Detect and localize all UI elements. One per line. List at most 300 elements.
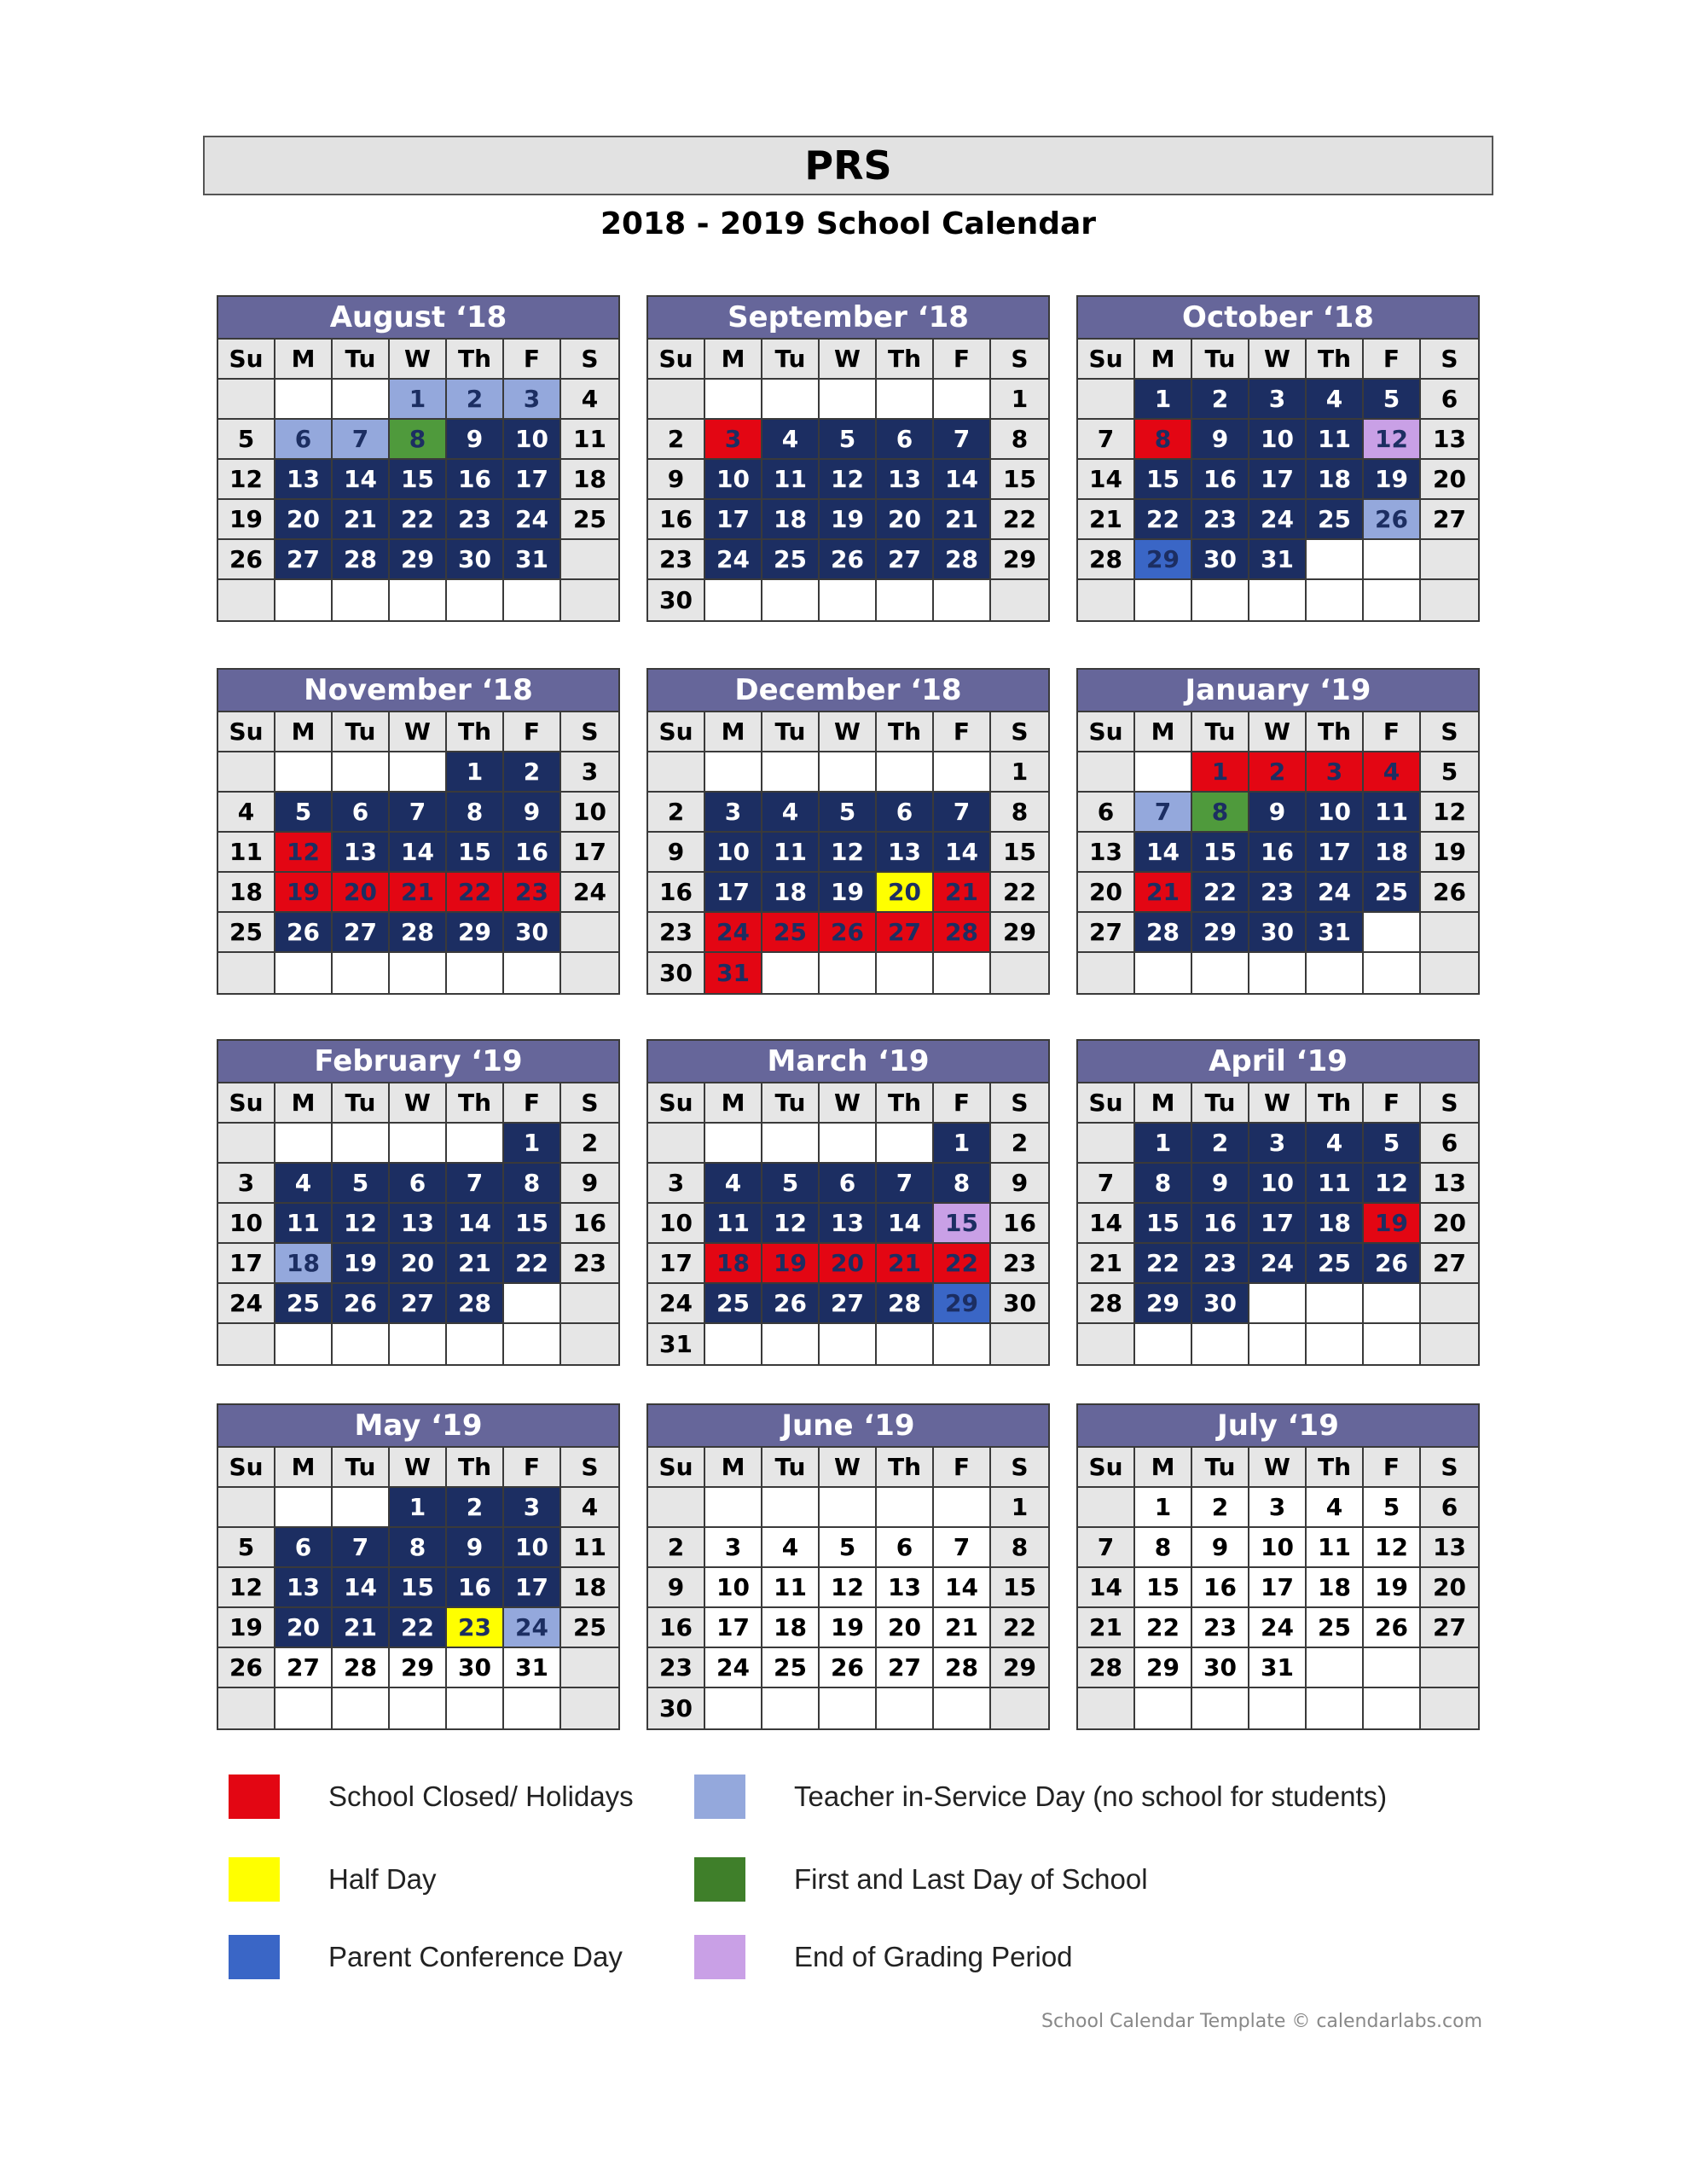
- day-cell: 9: [1249, 793, 1307, 833]
- empty-cell: [820, 953, 877, 993]
- weekday-header: Th: [447, 712, 504, 752]
- day-cell: 15: [1135, 1204, 1192, 1244]
- day-cell: 18: [762, 873, 820, 913]
- day-cell: 19: [275, 873, 333, 913]
- empty-cell: [991, 1324, 1048, 1364]
- day-cell: 27: [275, 540, 333, 580]
- day-cell: 23: [447, 500, 504, 540]
- weekday-header: Su: [218, 1448, 275, 1488]
- weekday-header: F: [934, 340, 991, 380]
- empty-cell: [877, 580, 934, 620]
- month-title: July ‘19: [1078, 1405, 1478, 1448]
- weekday-header: F: [934, 1083, 991, 1124]
- day-cell: 21: [1135, 873, 1192, 913]
- legend-swatch: [229, 1857, 280, 1902]
- day-cell: 21: [934, 873, 991, 913]
- day-cell: 22: [390, 1608, 447, 1648]
- empty-cell: [877, 380, 934, 420]
- day-cell: 31: [1307, 913, 1364, 953]
- day-cell: 1: [447, 752, 504, 793]
- day-cell: 8: [390, 420, 447, 460]
- empty-cell: [447, 1688, 504, 1728]
- day-cell: 23: [991, 1244, 1048, 1284]
- day-cell: 21: [390, 873, 447, 913]
- empty-cell: [275, 380, 333, 420]
- empty-cell: [504, 580, 561, 620]
- empty-cell: [762, 580, 820, 620]
- empty-cell: [1421, 953, 1478, 993]
- day-cell: 27: [390, 1284, 447, 1324]
- day-cell: 11: [1307, 1164, 1364, 1204]
- weekday-header: S: [561, 712, 618, 752]
- empty-cell: [447, 1324, 504, 1364]
- day-cell: 25: [762, 1648, 820, 1688]
- day-cell: 29: [991, 1648, 1048, 1688]
- day-cell: 4: [762, 420, 820, 460]
- day-cell: 12: [218, 1568, 275, 1608]
- empty-cell: [447, 580, 504, 620]
- day-cell: 14: [333, 460, 390, 500]
- day-cell: 11: [762, 1568, 820, 1608]
- empty-cell: [218, 752, 275, 793]
- day-cell: 27: [1078, 913, 1135, 953]
- day-cell: 8: [934, 1164, 991, 1204]
- empty-cell: [561, 540, 618, 580]
- empty-cell: [705, 1324, 762, 1364]
- day-cell: 7: [1078, 1528, 1135, 1568]
- day-cell: 7: [877, 1164, 934, 1204]
- day-cell: 9: [991, 1164, 1048, 1204]
- day-cell: 26: [275, 913, 333, 953]
- day-cell: 5: [333, 1164, 390, 1204]
- empty-cell: [218, 1688, 275, 1728]
- day-cell: 19: [820, 873, 877, 913]
- day-cell: 10: [1249, 1164, 1307, 1204]
- day-cell: 9: [648, 833, 705, 873]
- empty-cell: [705, 1688, 762, 1728]
- day-cell: 11: [1307, 420, 1364, 460]
- day-cell: 1: [991, 1488, 1048, 1528]
- weekday-header: Th: [447, 340, 504, 380]
- empty-cell: [877, 953, 934, 993]
- day-cell: 9: [1192, 1164, 1249, 1204]
- weekday-header: M: [705, 1448, 762, 1488]
- empty-cell: [1421, 580, 1478, 620]
- weekday-header: Su: [648, 1083, 705, 1124]
- day-cell: 25: [561, 500, 618, 540]
- day-cell: 18: [1307, 460, 1364, 500]
- day-cell: 3: [1249, 1488, 1307, 1528]
- day-cell: 6: [390, 1164, 447, 1204]
- day-cell: 30: [447, 1648, 504, 1688]
- month-title: March ‘19: [648, 1041, 1048, 1083]
- day-cell: 12: [1364, 1528, 1421, 1568]
- day-cell: 14: [447, 1204, 504, 1244]
- weekday-header: Th: [1307, 340, 1364, 380]
- day-cell: 26: [762, 1284, 820, 1324]
- day-cell: 19: [820, 500, 877, 540]
- day-cell: 2: [561, 1124, 618, 1164]
- day-cell: 21: [333, 500, 390, 540]
- day-cell: 6: [275, 1528, 333, 1568]
- day-cell: 17: [705, 500, 762, 540]
- month-calendar: [217, 1403, 620, 1730]
- day-cell: 4: [275, 1164, 333, 1204]
- day-cell: 25: [218, 913, 275, 953]
- day-cell: 5: [275, 793, 333, 833]
- day-cell: 17: [1249, 1204, 1307, 1244]
- empty-cell: [1364, 1284, 1421, 1324]
- day-cell: 6: [333, 793, 390, 833]
- day-cell: 12: [275, 833, 333, 873]
- empty-cell: [275, 1124, 333, 1164]
- day-cell: 11: [1307, 1528, 1364, 1568]
- day-cell: 23: [648, 1648, 705, 1688]
- weekday-header: S: [1421, 1448, 1478, 1488]
- day-cell: 23: [447, 1608, 504, 1648]
- day-cell: 4: [1364, 752, 1421, 793]
- day-cell: 10: [561, 793, 618, 833]
- day-cell: 15: [1192, 833, 1249, 873]
- day-cell: 30: [1192, 540, 1249, 580]
- day-cell: 15: [991, 460, 1048, 500]
- day-cell: 12: [820, 833, 877, 873]
- empty-cell: [934, 1688, 991, 1728]
- empty-cell: [275, 1688, 333, 1728]
- day-cell: 28: [333, 1648, 390, 1688]
- day-cell: 31: [1249, 1648, 1307, 1688]
- weekday-header: W: [820, 340, 877, 380]
- empty-cell: [1364, 1648, 1421, 1688]
- weekday-header: F: [504, 1083, 561, 1124]
- empty-cell: [390, 953, 447, 993]
- empty-cell: [561, 580, 618, 620]
- weekday-header: S: [1421, 1083, 1478, 1124]
- weekday-header: M: [1135, 1083, 1192, 1124]
- day-cell: 12: [333, 1204, 390, 1244]
- day-cell: 11: [218, 833, 275, 873]
- empty-cell: [1192, 953, 1249, 993]
- weekday-header: W: [1249, 340, 1307, 380]
- day-cell: 28: [447, 1284, 504, 1324]
- day-cell: 1: [1135, 380, 1192, 420]
- empty-cell: [1364, 580, 1421, 620]
- empty-cell: [762, 1688, 820, 1728]
- month-title: September ‘18: [648, 297, 1048, 340]
- day-cell: 10: [1249, 1528, 1307, 1568]
- weekday-header: Tu: [333, 1448, 390, 1488]
- day-cell: 24: [705, 1648, 762, 1688]
- day-cell: 17: [1249, 1568, 1307, 1608]
- weekday-header: Tu: [1192, 340, 1249, 380]
- weekday-header: Tu: [333, 712, 390, 752]
- month-title: May ‘19: [218, 1405, 618, 1448]
- day-cell: 11: [762, 460, 820, 500]
- calendar-subtitle: 2018 - 2019 School Calendar: [600, 206, 1097, 241]
- day-cell: 20: [1078, 873, 1135, 913]
- day-cell: 8: [1135, 420, 1192, 460]
- day-cell: 18: [218, 873, 275, 913]
- day-cell: 26: [1364, 500, 1421, 540]
- day-cell: 21: [447, 1244, 504, 1284]
- empty-cell: [561, 1648, 618, 1688]
- day-cell: 31: [1249, 540, 1307, 580]
- empty-cell: [1364, 913, 1421, 953]
- day-cell: 27: [877, 1648, 934, 1688]
- weekday-header: M: [705, 1083, 762, 1124]
- empty-cell: [877, 1488, 934, 1528]
- day-cell: 12: [1364, 420, 1421, 460]
- weekday-header: M: [705, 712, 762, 752]
- day-cell: 23: [1192, 500, 1249, 540]
- day-cell: 23: [1192, 1244, 1249, 1284]
- day-cell: 28: [934, 913, 991, 953]
- day-cell: 28: [1078, 1284, 1135, 1324]
- day-cell: 8: [1135, 1164, 1192, 1204]
- day-cell: 4: [705, 1164, 762, 1204]
- empty-cell: [1135, 1324, 1192, 1364]
- weekday-header: Th: [1307, 712, 1364, 752]
- empty-cell: [390, 1688, 447, 1728]
- weekday-header: S: [991, 1083, 1048, 1124]
- empty-cell: [1078, 1124, 1135, 1164]
- day-cell: 26: [820, 913, 877, 953]
- day-cell: 5: [762, 1164, 820, 1204]
- day-cell: 20: [1421, 460, 1478, 500]
- day-cell: 18: [762, 500, 820, 540]
- day-cell: 29: [390, 540, 447, 580]
- empty-cell: [762, 953, 820, 993]
- day-cell: 28: [934, 540, 991, 580]
- day-cell: 28: [1078, 1648, 1135, 1688]
- day-cell: 27: [1421, 1244, 1478, 1284]
- day-cell: 6: [1078, 793, 1135, 833]
- day-cell: 27: [333, 913, 390, 953]
- day-cell: 2: [648, 1528, 705, 1568]
- day-cell: 13: [820, 1204, 877, 1244]
- day-cell: 13: [333, 833, 390, 873]
- day-cell: 21: [877, 1244, 934, 1284]
- weekday-header: W: [820, 1448, 877, 1488]
- day-cell: 19: [218, 500, 275, 540]
- empty-cell: [275, 580, 333, 620]
- day-cell: 28: [1078, 540, 1135, 580]
- empty-cell: [1192, 580, 1249, 620]
- day-cell: 11: [561, 1528, 618, 1568]
- empty-cell: [648, 752, 705, 793]
- day-cell: 15: [447, 833, 504, 873]
- day-cell: 27: [877, 540, 934, 580]
- empty-cell: [1421, 913, 1478, 953]
- day-cell: 9: [561, 1164, 618, 1204]
- empty-cell: [991, 953, 1048, 993]
- weekday-header: Tu: [762, 712, 820, 752]
- day-cell: 17: [1249, 460, 1307, 500]
- day-cell: 17: [705, 873, 762, 913]
- day-cell: 7: [934, 1528, 991, 1568]
- day-cell: 19: [1364, 1568, 1421, 1608]
- day-cell: 22: [447, 873, 504, 913]
- day-cell: 3: [1307, 752, 1364, 793]
- day-cell: 15: [934, 1204, 991, 1244]
- day-cell: 7: [934, 420, 991, 460]
- day-cell: 25: [1307, 1608, 1364, 1648]
- day-cell: 27: [275, 1648, 333, 1688]
- day-cell: 20: [1421, 1204, 1478, 1244]
- weekday-header: F: [504, 712, 561, 752]
- day-cell: 25: [1364, 873, 1421, 913]
- day-cell: 9: [648, 460, 705, 500]
- day-cell: 28: [877, 1284, 934, 1324]
- day-cell: 4: [762, 793, 820, 833]
- day-cell: 18: [1307, 1204, 1364, 1244]
- empty-cell: [1364, 1324, 1421, 1364]
- weekday-header: Su: [1078, 712, 1135, 752]
- day-cell: 31: [504, 540, 561, 580]
- day-cell: 15: [504, 1204, 561, 1244]
- weekday-header: F: [504, 340, 561, 380]
- day-cell: 22: [504, 1244, 561, 1284]
- day-cell: 27: [1421, 500, 1478, 540]
- day-cell: 24: [1249, 500, 1307, 540]
- empty-cell: [991, 1688, 1048, 1728]
- day-cell: 29: [447, 913, 504, 953]
- day-cell: 3: [504, 380, 561, 420]
- legend-swatch: [694, 1857, 745, 1902]
- day-cell: 3: [705, 1528, 762, 1568]
- empty-cell: [1135, 752, 1192, 793]
- day-cell: 20: [275, 500, 333, 540]
- day-cell: 21: [1078, 1244, 1135, 1284]
- day-cell: 12: [820, 1568, 877, 1608]
- day-cell: 10: [705, 460, 762, 500]
- day-cell: 18: [1307, 1568, 1364, 1608]
- day-cell: 13: [1421, 420, 1478, 460]
- empty-cell: [1421, 1648, 1478, 1688]
- credit-text: School Calendar Template © calendarlabs.com: [1041, 2011, 1482, 2032]
- empty-cell: [934, 752, 991, 793]
- empty-cell: [1078, 580, 1135, 620]
- month-calendar: [217, 668, 620, 995]
- day-cell: 6: [820, 1164, 877, 1204]
- weekday-header: Su: [218, 712, 275, 752]
- day-cell: 17: [705, 1608, 762, 1648]
- weekday-header: F: [1364, 712, 1421, 752]
- empty-cell: [447, 953, 504, 993]
- day-cell: 15: [991, 1568, 1048, 1608]
- day-cell: 10: [504, 1528, 561, 1568]
- day-cell: 1: [991, 752, 1048, 793]
- day-cell: 11: [1364, 793, 1421, 833]
- weekday-header: Th: [877, 340, 934, 380]
- day-cell: 21: [934, 1608, 991, 1648]
- day-cell: 16: [504, 833, 561, 873]
- empty-cell: [218, 1488, 275, 1528]
- day-cell: 5: [820, 1528, 877, 1568]
- day-cell: 26: [333, 1284, 390, 1324]
- day-cell: 28: [333, 540, 390, 580]
- day-cell: 11: [275, 1204, 333, 1244]
- empty-cell: [218, 380, 275, 420]
- empty-cell: [333, 380, 390, 420]
- empty-cell: [820, 380, 877, 420]
- day-cell: 8: [991, 793, 1048, 833]
- day-cell: 15: [1135, 1568, 1192, 1608]
- day-cell: 26: [1364, 1608, 1421, 1648]
- day-cell: 15: [991, 833, 1048, 873]
- empty-cell: [762, 752, 820, 793]
- empty-cell: [390, 1124, 447, 1164]
- day-cell: 5: [820, 793, 877, 833]
- month-calendar: [646, 668, 1050, 995]
- weekday-header: Su: [648, 712, 705, 752]
- month-calendar: [1076, 1039, 1480, 1366]
- day-cell: 8: [504, 1164, 561, 1204]
- day-cell: 25: [1307, 500, 1364, 540]
- day-cell: 10: [504, 420, 561, 460]
- empty-cell: [504, 953, 561, 993]
- day-cell: 19: [762, 1244, 820, 1284]
- day-cell: 10: [1307, 793, 1364, 833]
- empty-cell: [390, 1324, 447, 1364]
- day-cell: 22: [1135, 1608, 1192, 1648]
- day-cell: 8: [991, 420, 1048, 460]
- weekday-header: W: [1249, 1448, 1307, 1488]
- day-cell: 3: [705, 420, 762, 460]
- empty-cell: [504, 1284, 561, 1324]
- day-cell: 16: [648, 873, 705, 913]
- month-title: August ‘18: [218, 297, 618, 340]
- day-cell: 31: [648, 1324, 705, 1364]
- day-cell: 5: [1364, 1124, 1421, 1164]
- day-cell: 23: [504, 873, 561, 913]
- day-cell: 24: [504, 1608, 561, 1648]
- day-cell: 8: [991, 1528, 1048, 1568]
- weekday-header: Su: [648, 1448, 705, 1488]
- day-cell: 17: [1307, 833, 1364, 873]
- empty-cell: [275, 953, 333, 993]
- day-cell: 18: [561, 460, 618, 500]
- empty-cell: [762, 1324, 820, 1364]
- day-cell: 17: [648, 1244, 705, 1284]
- weekday-header: Th: [877, 1448, 934, 1488]
- legend-swatch: [229, 1935, 280, 1979]
- day-cell: 30: [648, 953, 705, 993]
- day-cell: 5: [1364, 380, 1421, 420]
- month-title: January ‘19: [1078, 670, 1478, 712]
- day-cell: 7: [1078, 1164, 1135, 1204]
- day-cell: 21: [333, 1608, 390, 1648]
- day-cell: 20: [1421, 1568, 1478, 1608]
- empty-cell: [934, 580, 991, 620]
- weekday-header: Su: [218, 340, 275, 380]
- weekday-header: S: [991, 712, 1048, 752]
- day-cell: 5: [1364, 1488, 1421, 1528]
- day-cell: 4: [561, 380, 618, 420]
- month-calendar: [1076, 1403, 1480, 1730]
- empty-cell: [333, 1488, 390, 1528]
- day-cell: 8: [390, 1528, 447, 1568]
- empty-cell: [447, 1124, 504, 1164]
- empty-cell: [1192, 1324, 1249, 1364]
- weekday-header: Tu: [333, 1083, 390, 1124]
- empty-cell: [705, 380, 762, 420]
- day-cell: 2: [1249, 752, 1307, 793]
- day-cell: 8: [447, 793, 504, 833]
- empty-cell: [1078, 1488, 1135, 1528]
- day-cell: 9: [1192, 420, 1249, 460]
- weekday-header: F: [1364, 1083, 1421, 1124]
